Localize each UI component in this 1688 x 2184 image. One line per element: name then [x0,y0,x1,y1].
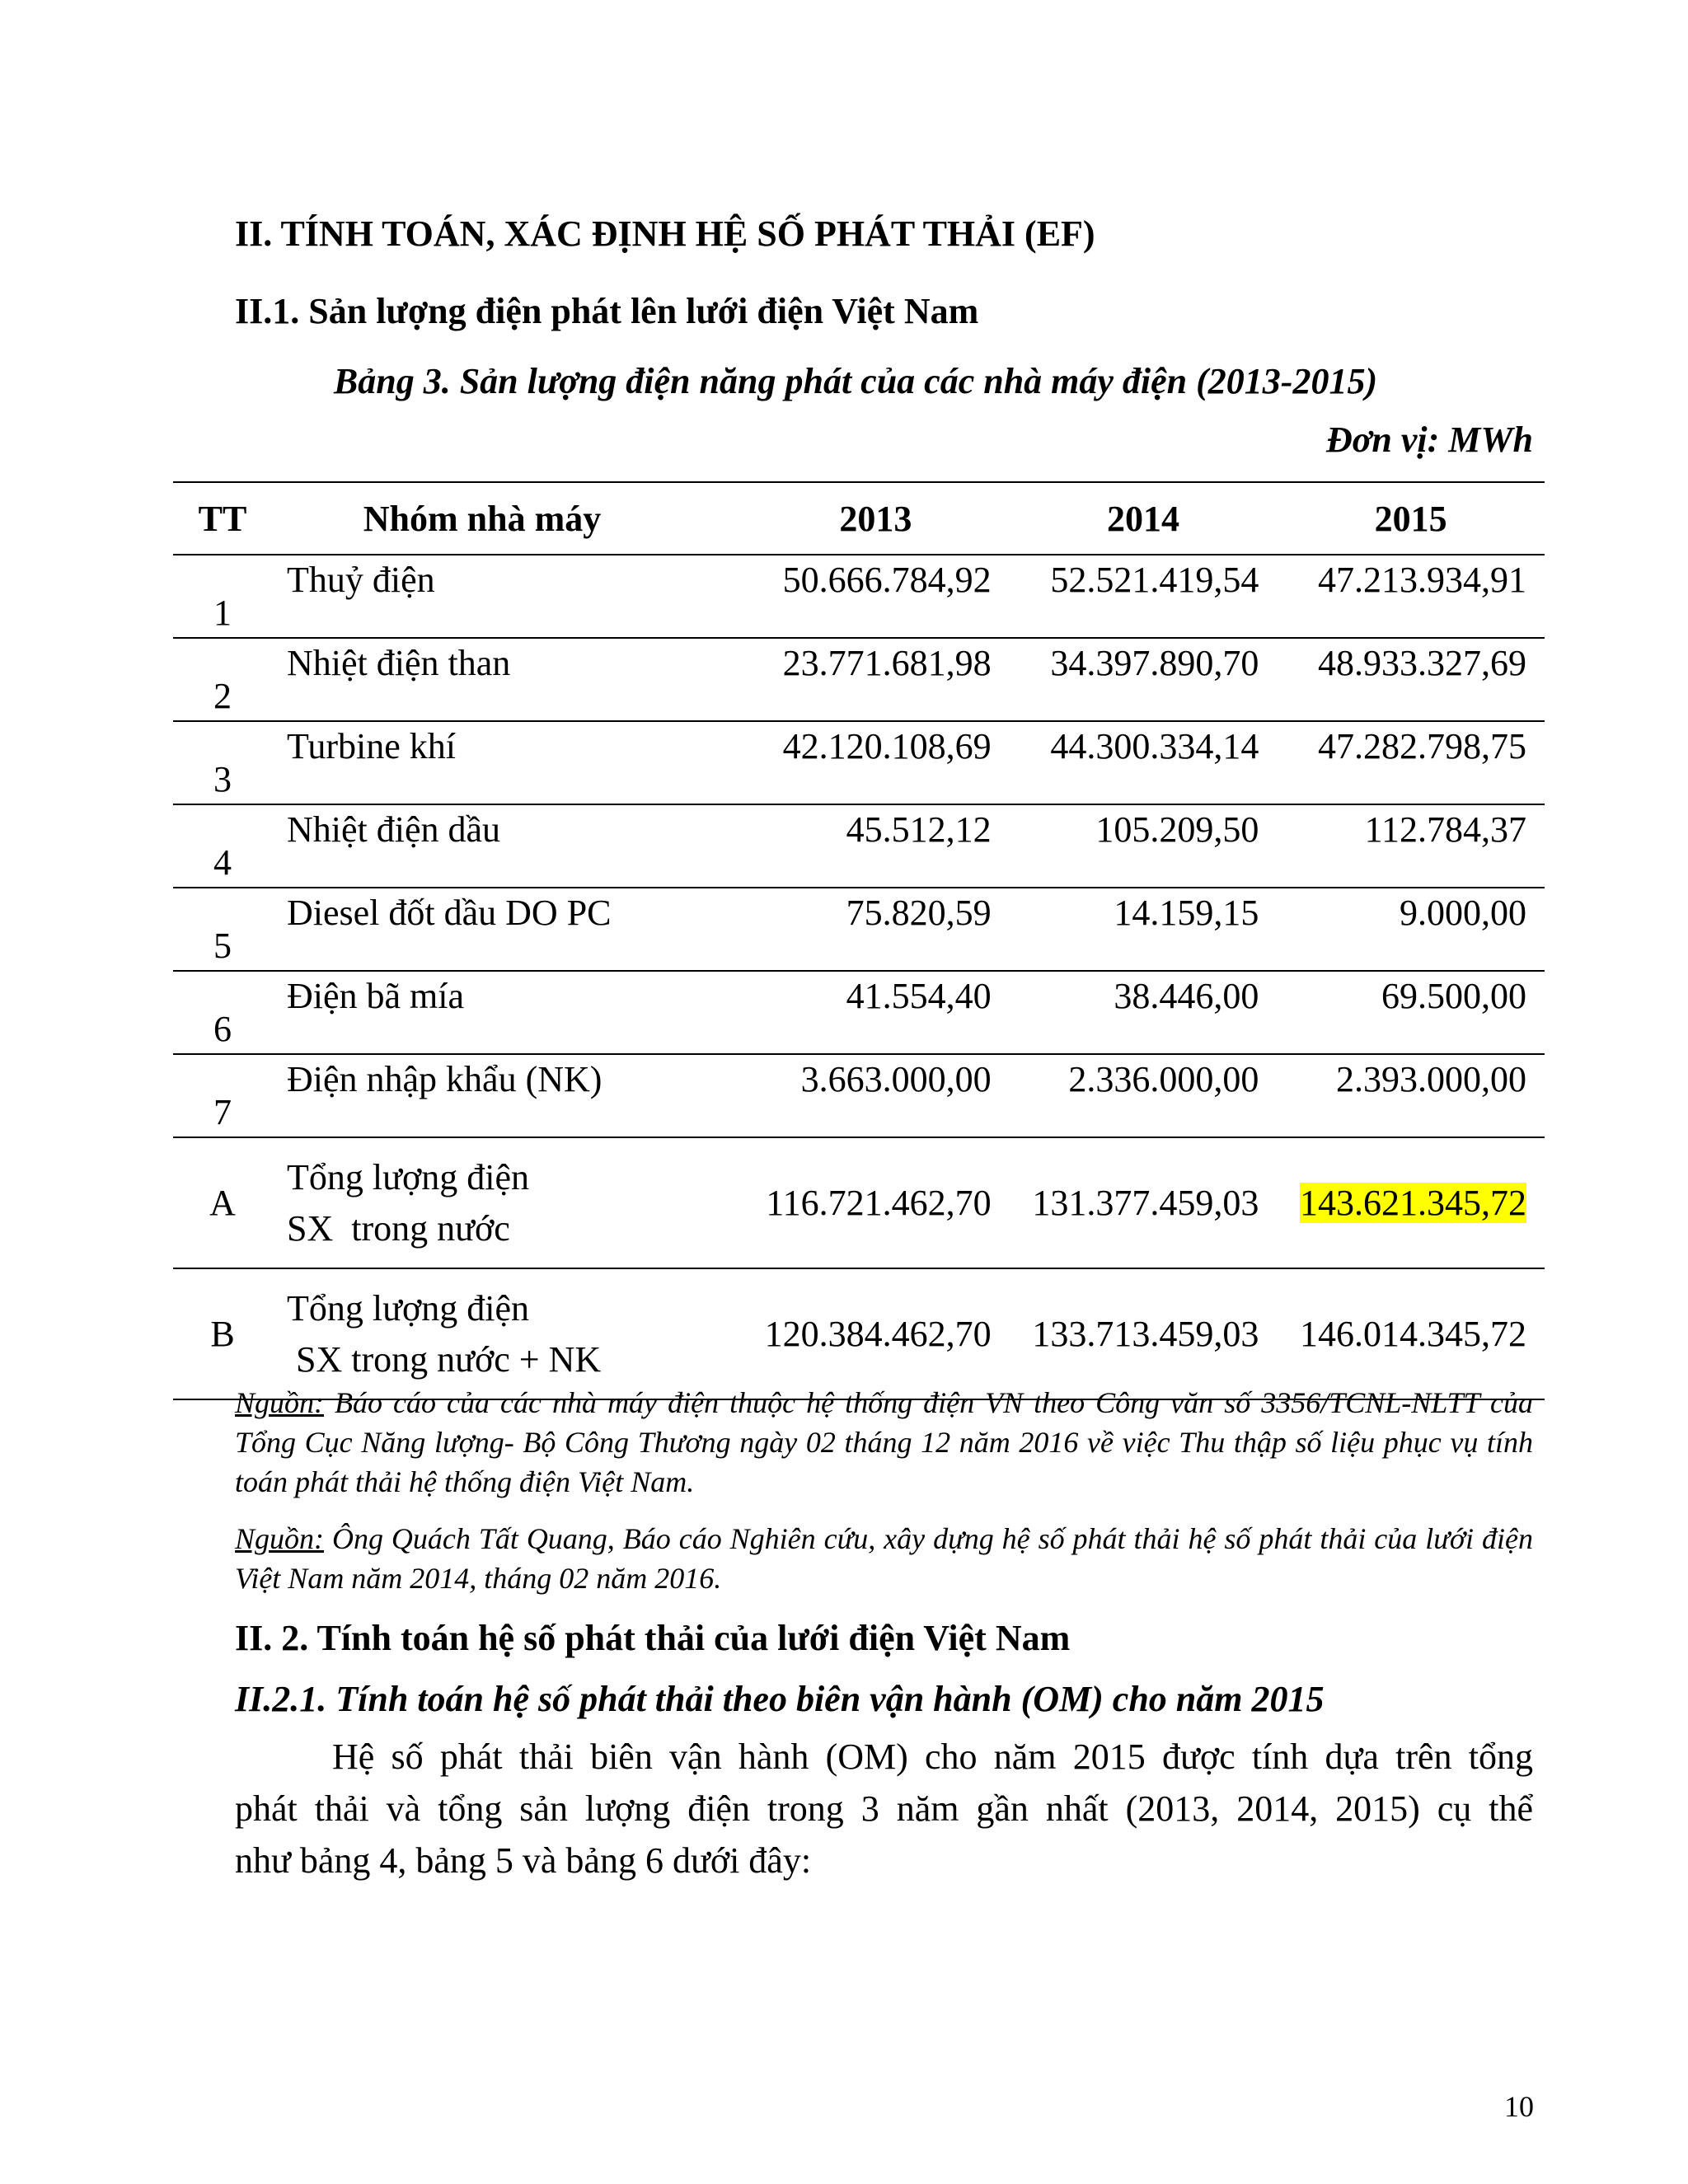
cell-2013: 23.771.681,98 [782,643,992,683]
cell-name: Điện nhập khẩu (NK) [287,1059,603,1099]
table-row [173,721,1545,804]
cell-2015: 47.282.798,75 [1318,726,1526,766]
header-2014: 2014 [1106,498,1179,539]
cell-tt: 3 [213,759,232,799]
table-row-total-a [173,1137,1545,1268]
production-table [173,481,1545,1400]
source-label: Nguồn: [235,1386,324,1419]
table-row [173,555,1545,638]
header-2013: 2013 [839,498,912,539]
table-row [173,804,1545,888]
cell-2013: 3.663.000,00 [800,1059,992,1099]
cell-tt: 7 [213,1092,232,1132]
cell-2014: 34.397.890,70 [1050,643,1259,683]
cell-2013: 41.554,40 [846,976,992,1016]
section-heading-2: II. 2. Tính toán hệ số phát thải của lưới điện Việt Nam [235,1618,1071,1658]
section-heading: II. TÍNH TOÁN, XÁC ĐỊNH HỆ SỐ PHÁT THẢI (EF) [235,213,1095,254]
cell-2015: 2.393.000,00 [1336,1059,1526,1099]
cell-2014: 133.713.459,03 [1032,1313,1259,1354]
paragraph-line: phát thải và tổng sản lượng điện trong 3 năm gần nhất (2013, 2014, 2015) cụ thể [235,1788,1533,1829]
cell-2014: 38.446,00 [1114,976,1259,1016]
cell-2014: 14.159,15 [1114,893,1259,933]
cell-2013: 45.512,12 [846,809,992,850]
cell-2013: 116.721.462,70 [766,1182,992,1223]
subsection-heading: II.1. Sản lượng điện phát lên lưới điện Việt Nam [235,291,979,331]
source-note [235,1519,1533,1598]
table-row [173,888,1545,971]
cell-2015: 48.933.327,69 [1318,643,1526,683]
cell-tt: 6 [213,1009,232,1049]
table-row [173,638,1545,721]
cell-2014: 2.336.000,00 [1068,1059,1259,1099]
table-header-row [173,482,1545,555]
cell-name: Thuỷ điện [287,560,435,600]
cell-2013: 50.666.784,92 [782,560,992,600]
cell-name [272,1137,742,1268]
cell-2013: 75.820,59 [846,893,992,933]
cell-name-line: Tổng lượng điện [287,1287,529,1329]
header-2015: 2015 [1374,498,1447,539]
cell-2014: 44.300.334,14 [1050,726,1259,766]
cell-2014: 131.377.459,03 [1032,1182,1259,1223]
source-note [235,1383,1533,1502]
cell-name: Diesel đốt dầu DO PC [287,893,612,933]
body-paragraph [235,1731,1533,1886]
cell-2015: 9.000,00 [1400,893,1526,933]
header-tt: TT [198,498,247,539]
table-row-total-b [173,1268,1545,1399]
page-number: 10 [1504,2090,1534,2123]
cell-2014: 52.521.419,54 [1050,560,1259,600]
subsection-heading-2-1: II.2.1. Tính toán hệ số phát thải theo biên vận hành (OM) cho năm 2015 [235,1679,1325,1719]
paragraph-line: như bảng 4, bảng 5 và bảng 6 dưới đây: [235,1840,812,1881]
cell-tt: 2 [213,676,232,716]
cell-name: Turbine khí [287,726,456,766]
source-text: Báo cáo của các nhà máy điện thuộc hệ thống điện VN theo Công văn số 3356/TCNL-NLTT của Tổng Cục Năng lượng- Bộ Công Thương ngày 02 tháng 12 năm 2016 về việc Thu thập số liệu phục vụ tính toán phát thải hệ thống điện Việt Nam. [235,1386,1533,1498]
cell-2015: 47.213.934,91 [1318,560,1526,600]
source-text: Ông Quách Tất Quang, Báo cáo Nghiên cứu, xây dựng hệ số phát thải hệ số phát thải của lưới điện Việt Nam năm 2014, tháng 02 năm 2016. [235,1522,1533,1595]
cell-name: Nhiệt điện dầu [287,809,501,850]
cell-name-line: Tổng lượng điện [287,1156,529,1197]
header-group: Nhóm nhà máy [363,498,602,539]
cell-tt: 4 [213,842,232,883]
cell-tt: A [209,1182,236,1223]
source-label: Nguồn: [235,1522,324,1555]
cell-2015 [1277,1137,1545,1268]
cell-name-line: SX trong nước + NK [287,1338,602,1380]
paragraph-line: Hệ số phát thải biên vận hành (OM) cho năm 2015 được tính dựa trên tổng [332,1736,1533,1777]
cell-name: Điện bã mía [287,976,465,1016]
cell-2015: 112.784,37 [1364,809,1526,850]
cell-tt: 5 [213,926,232,966]
cell-2015: 69.500,00 [1381,976,1526,1016]
table-row [173,971,1545,1054]
cell-tt: 1 [213,593,232,633]
cell-tt: B [210,1313,235,1354]
cell-2014: 105.209,50 [1095,809,1259,850]
cell-2015: 146.014.345,72 [1300,1313,1526,1354]
highlighted-value: 143.621.345,72 [1300,1182,1526,1223]
cell-name [272,1268,742,1399]
table-caption: Bảng 3. Sản lượng điện năng phát của các nhà máy điện (2013-2015) [333,361,1378,401]
cell-name: Nhiệt điện than [287,643,511,683]
cell-2013: 120.384.462,70 [764,1313,992,1354]
table-row [173,1054,1545,1137]
table-unit: Đơn vị: MWh [1326,419,1533,460]
cell-2013: 42.120.108,69 [782,726,992,766]
cell-name-line: SX trong nước [287,1207,510,1249]
